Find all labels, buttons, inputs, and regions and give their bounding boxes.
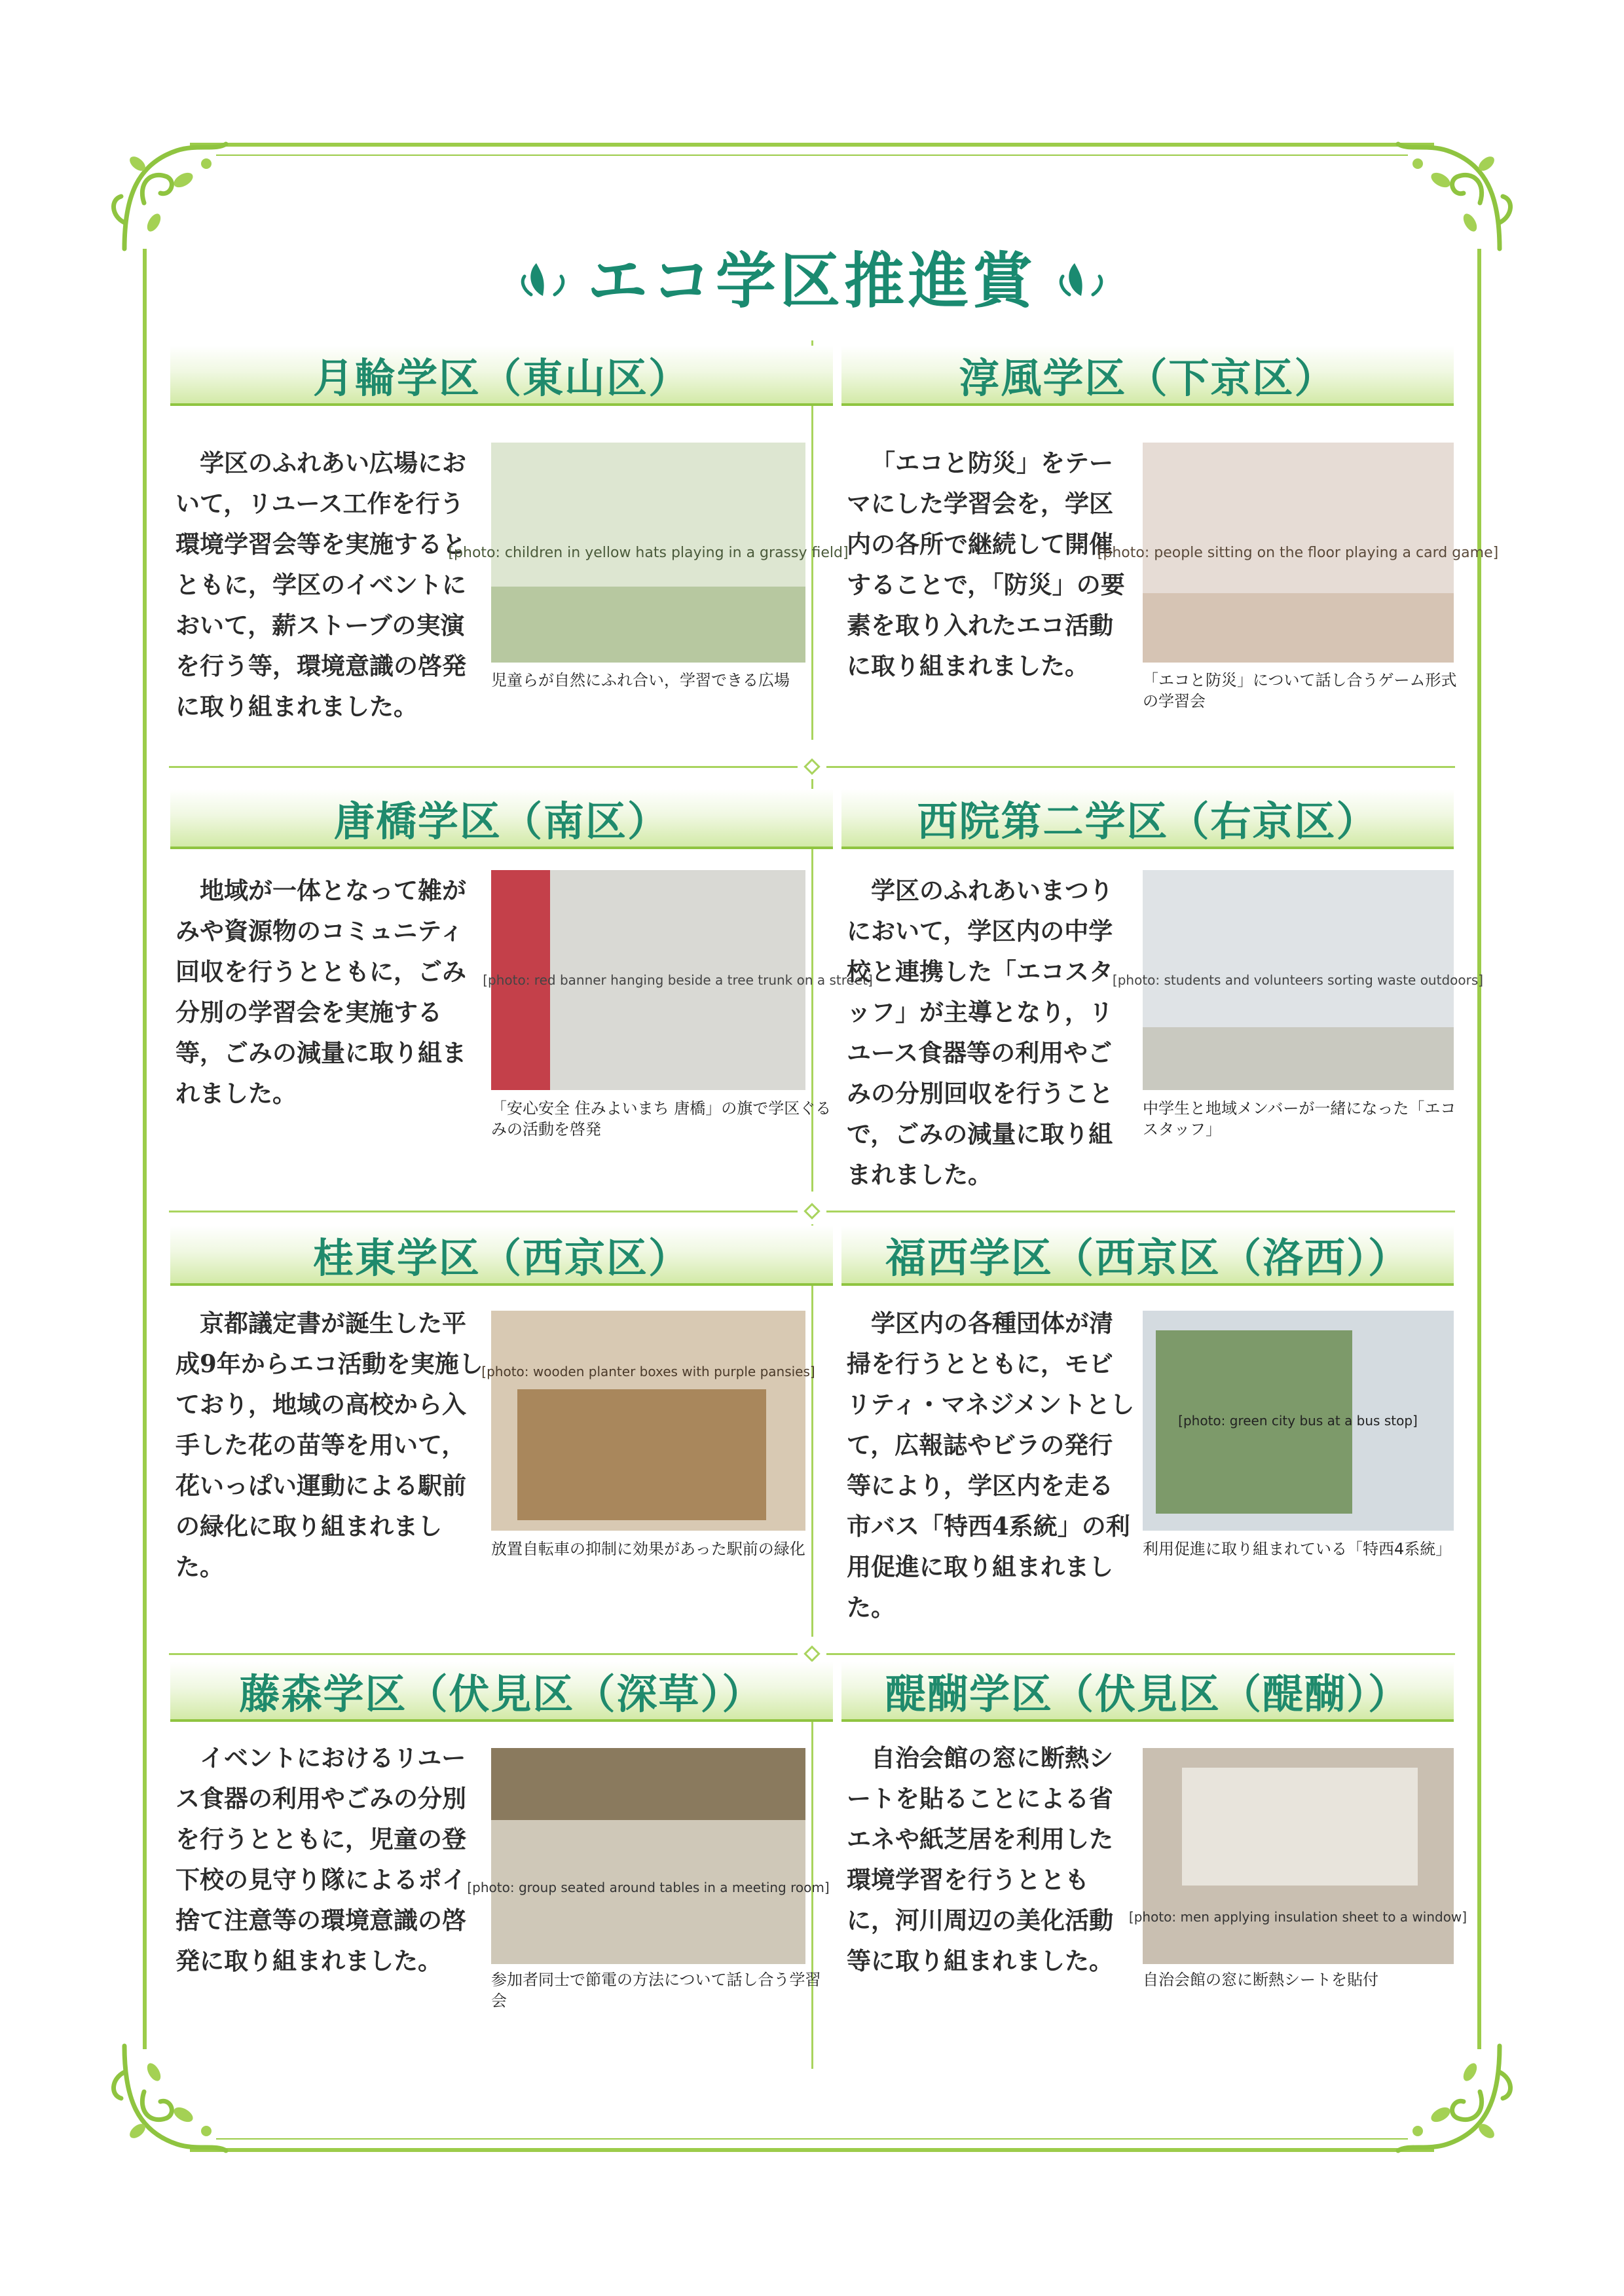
section-fukunishi — [841, 1226, 1504, 1631]
section-header — [841, 346, 1454, 406]
section-caption: 自治会館の窓に断熱シートを貼付 — [1143, 1971, 1378, 1989]
section-body: イベントにおけるリユース食器の利用やごみの分別を行うとともに，児童の登下校の見守り隊によるポイ捨て注意等の環境意識の啓発に取り組まれました。 — [175, 1743, 466, 1975]
photo-label: [photo: children in yellow hats playing in a grassy field] — [448, 545, 849, 561]
section-header — [170, 1662, 833, 1722]
row-divider-left-2 — [169, 1211, 798, 1212]
row-divider-left-1 — [169, 766, 798, 768]
divider-joint-1 — [803, 758, 820, 774]
section-tsukinowa — [170, 346, 849, 752]
photo-label: [photo: people sitting on the floor playing a card game] — [1097, 545, 1499, 561]
section-caption: 「エコと防災」について話し合うゲーム形式の学習会 — [1143, 671, 1457, 710]
photo-label: [photo: wooden planter boxes with purple pansies] — [481, 1364, 815, 1379]
section-header — [170, 789, 833, 849]
section-body: 学区のふれあい広場において，リユース工作を行う環境学習会等を実施するとともに，学区のイベントにおいて，薪ストーブの実演を行う等，環境意識の啓発に取り組まれました。 — [175, 448, 466, 721]
section-fujinomori — [170, 1662, 833, 2068]
photo-label: [photo: students and volunteers sorting waste outdoors] — [1112, 972, 1484, 988]
frame-top-line — [190, 143, 1434, 147]
title-ornament-left-icon — [517, 250, 569, 302]
frame-left-line — [143, 249, 147, 2049]
section-caption: 「安心安全 住みよいまち 唐橋」の旗で学区ぐるみの活動を啓発 — [491, 1099, 832, 1139]
section-title: 藤森学区（伏見区（深草）） — [239, 1669, 764, 1718]
section-caption: 利用促進に取り組まれている「特西4系統」 — [1143, 1540, 1452, 1558]
section-body: 自治会館の窓に断熱シートを貼ることによる省エネや紙芝居を利用した環境学習を行うとともに，河川周辺の美化活動等に取り組まれました。 — [847, 1743, 1113, 1975]
section-photo — [1128, 1748, 1467, 1964]
corner-ornament-top-right — [1395, 124, 1526, 255]
section-header — [841, 1226, 1454, 1286]
section-photo — [1143, 1311, 1454, 1531]
section-caption: 中学生と地域メンバーが一緒になった「エコスタッフ」 — [1143, 1099, 1456, 1139]
page-title-row — [0, 237, 1624, 316]
section-caption: 参加者同士で節電の方法について話し合う学習会 — [491, 1971, 821, 2010]
section-photo — [1097, 443, 1499, 663]
page-title: エコ学区推進賞 — [587, 246, 1037, 316]
section-body: 地域が一体となって雑がみや資源物のコミュニティ回収を行うとともに，ごみ分別の学習会を実施する等，ごみの減量に取り組まれました。 — [175, 876, 466, 1108]
section-photo — [467, 1748, 830, 1964]
row-divider-left-3 — [169, 1653, 798, 1655]
section-title: 唐橋学区（南区） — [333, 797, 669, 845]
section-header — [841, 789, 1454, 849]
section-caption: 放置自転車の抑制に効果があった駅前の緑化 — [491, 1540, 805, 1558]
section-header — [841, 1662, 1454, 1722]
section-title: 西院第二学区（右京区） — [917, 797, 1378, 845]
row-divider-right-3 — [826, 1653, 1455, 1655]
photo-label: [photo: men applying insulation sheet to a window] — [1128, 1909, 1467, 1925]
photo-label: [photo: group seated around tables in a meeting room] — [467, 1880, 830, 1895]
section-header — [170, 1226, 833, 1286]
section-body: 京都議定書が誕生した平成9年からエコ活動を実施しており，地域の高校から入手した花の苗等を用いて，花いっぱい運動による駅前の緑化に取り組まれました。 — [175, 1309, 483, 1581]
section-title: 醍醐学区（伏見区（醍醐）） — [885, 1669, 1410, 1718]
section-karahashi — [170, 789, 873, 1195]
section-title: 桂東学区（西京区） — [312, 1233, 690, 1282]
section-title: 淳風学区（下京区） — [959, 354, 1337, 402]
corner-ornament-top-left — [98, 124, 229, 255]
section-photo — [448, 443, 849, 663]
divider-joint-2 — [803, 1203, 820, 1219]
frame-bottom-line — [190, 2148, 1434, 2152]
section-katsurahigashi — [170, 1226, 833, 1631]
photo-label: [photo: red banner hanging beside a tree trunk on a street] — [483, 972, 873, 988]
section-title: 福西学区（西京区（洛西）） — [885, 1233, 1410, 1282]
photo-label: [photo: green city bus at a bus stop] — [1178, 1413, 1418, 1429]
section-title: 月輪学区（東山区） — [312, 354, 690, 402]
frame-top-line-inner — [216, 155, 1408, 156]
divider-joint-3 — [803, 1645, 820, 1662]
section-daigo — [841, 1662, 1504, 2068]
section-body: 学区のふれあいまつりにおいて，学区内の中学校と連携した「エコスタッフ」が主導となり，リユース食器等の利用やごみの分別回収を行うことで，ごみの減量に取り組まれました。 — [847, 876, 1113, 1189]
section-sainidaini — [841, 789, 1504, 1195]
section-body: 「エコと防災」をテーマにした学習会を，学区内の各所で継続して開催することで，「防災」の要素を取り入れたエコ活動に取り組まれました。 — [847, 448, 1125, 680]
frame-bottom-line-inner — [216, 2138, 1408, 2140]
section-body: 学区内の各種団体が清掃を行うとともに，モビリティ・マネジメントとして，広報誌やビラの発行等により，学区内を走る市バス「特西4系統」の利用促進に取り組まれました。 — [847, 1309, 1135, 1622]
row-divider-right-2 — [826, 1211, 1455, 1212]
section-header — [170, 346, 833, 406]
section-junpu — [841, 346, 1504, 752]
section-photo — [481, 1311, 815, 1531]
section-photo — [1112, 870, 1484, 1090]
section-photo — [483, 870, 873, 1090]
row-divider-right-1 — [826, 766, 1455, 768]
section-caption: 児童らが自然にふれ合い，学習できる広場 — [491, 671, 790, 689]
title-ornament-right-icon — [1055, 250, 1107, 302]
